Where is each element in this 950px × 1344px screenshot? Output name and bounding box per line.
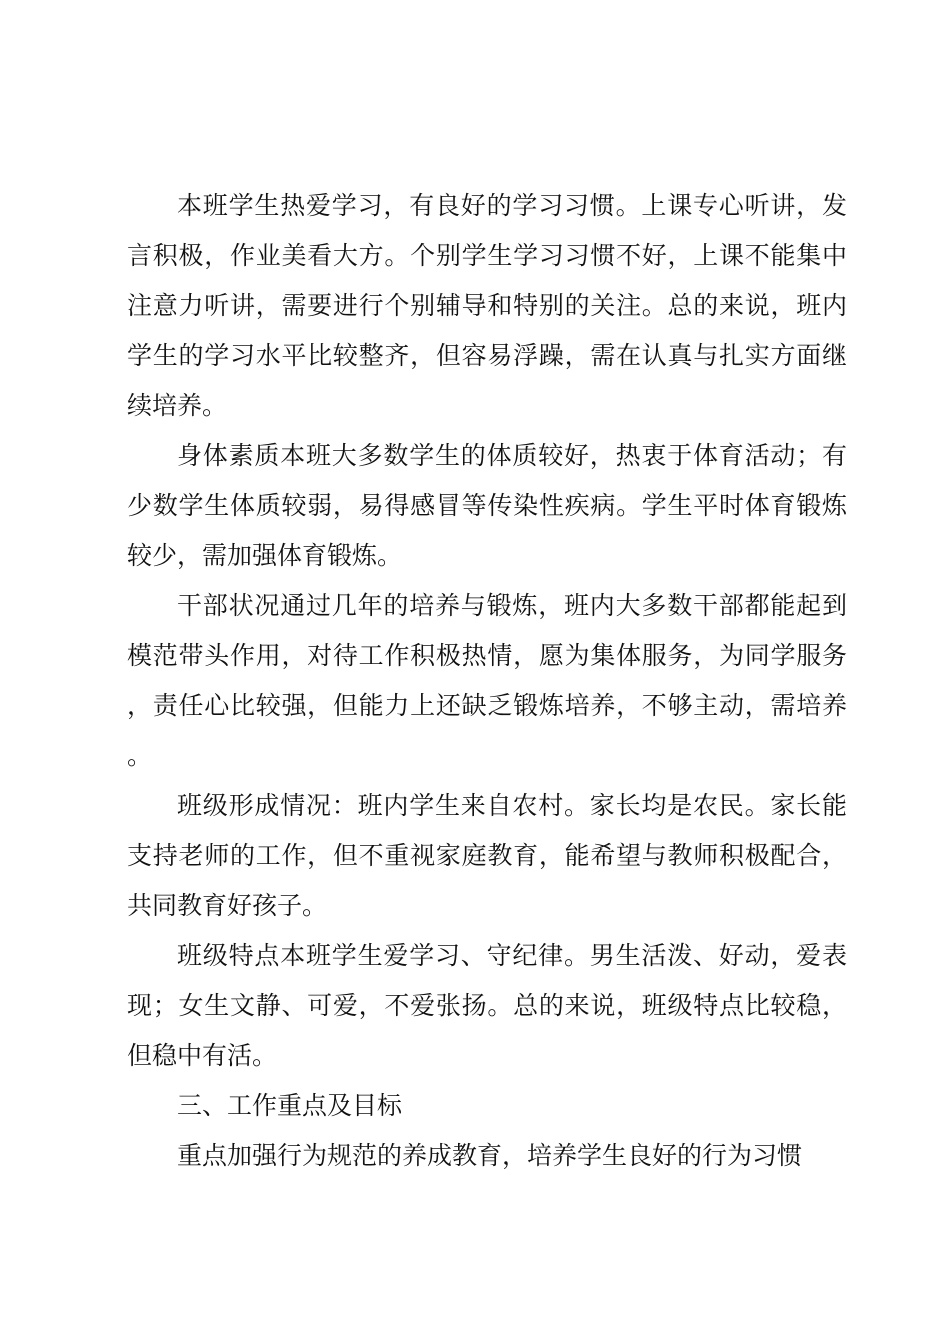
- document-body: [127, 181, 847, 1181]
- paragraph-work-focus: 重点加强行为规范的养成教育，培养学生良好的行为习惯: [177, 1141, 803, 1170]
- paragraph-class-background: 班级形成情况：班内学生来自农村。家长均是农民。家长能支持老师的工作，但不重视家庭教育，能希望与教师积极配合，共同教育好孩子。: [127, 791, 847, 920]
- section-heading: 三、工作重点及目标: [177, 1091, 403, 1120]
- paragraph-physical-fitness: 身体素质本班大多数学生的体质较好，热衷于体育活动；有少数学生体质较弱，易得感冒等传染性疾病。学生平时体育锻炼较少，需加强体育锻炼。: [127, 441, 847, 570]
- paragraph-class-cadres: 干部状况通过几年的培养与锻炼，班内大多数干部都能起到模范带头作用，对待工作积极热情，愿为集体服务，为同学服务，责任心比较强，但能力上还缺乏锻炼培养，不够主动，需培养。: [127, 591, 847, 770]
- paragraph-class-features: 班级特点本班学生爱学习、守纪律。男生活泼、好动，爱表现；女生文静、可爱，不爱张扬。总的来说，班级特点比较稳，但稳中有活。: [127, 941, 847, 1070]
- paragraph-study-habits: 本班学生热爱学习，有良好的学习习惯。上课专心听讲，发言积极，作业美看大方。个别学生学习习惯不好，上课不能集中注意力听讲，需要进行个别辅导和特别的关注。总的来说，班内学生的学习水平比较整齐，但容易浮躁，需在认真与扎实方面继续培养。: [127, 191, 847, 420]
